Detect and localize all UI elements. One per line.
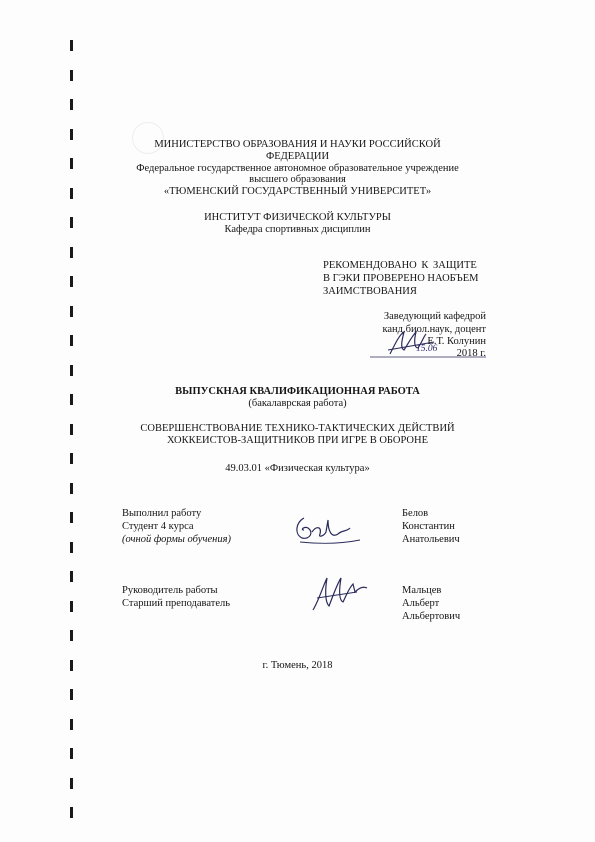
approval-name: Е.Т. Колунин — [427, 336, 486, 347]
binding-hole — [70, 689, 73, 700]
binding-hole — [70, 483, 73, 494]
binding-hole — [70, 99, 73, 110]
binding-hole — [70, 306, 73, 317]
student-label-3: (очной формы обучения) — [122, 534, 231, 545]
recommendation-line-3: ЗАИМСТВОВАНИЯ — [323, 286, 417, 297]
ministry-line-4: высшего образования — [249, 174, 346, 185]
ministry-line-1: МИНИСТЕРСТВО ОБРАЗОВАНИЯ И НАУКИ РОССИЙСКОЙ — [154, 139, 441, 150]
binding-hole — [70, 542, 73, 553]
work-subtype: (бакалаврская работа) — [248, 398, 347, 409]
recommendation-line-2: В ГЭКИ ПРОВЕРЕНО НАОБЪЕМ — [323, 273, 479, 284]
student-signature — [290, 510, 370, 548]
handwritten-date: 15.06 — [416, 344, 438, 354]
student-label-2: Студент 4 курса — [122, 521, 194, 532]
binding-hole — [70, 571, 73, 582]
recommendation-line-1: РЕКОМЕНДОВАНО К ЗАЩИТЕ — [323, 260, 477, 271]
work-title-line-2: ХОККЕИСТОВ-ЗАЩИТНИКОВ ПРИ ИГРЕ В ОБОРОНЕ — [166, 435, 428, 446]
student-patronymic: Анатольевич — [402, 534, 460, 545]
head-of-department-signature — [360, 320, 520, 362]
university-name: «ТЮМЕНСКИЙ ГОСУДАРСТВЕННЫЙ УНИВЕРСИТЕТ» — [163, 186, 432, 197]
approval-line-2: канд.биол.наук, доцент — [382, 324, 486, 335]
city-year: г. Тюмень, 2018 — [262, 660, 333, 671]
binding-hole — [70, 601, 73, 612]
binding-hole — [70, 512, 73, 523]
supervisor-signature — [305, 572, 375, 616]
binding-hole — [70, 40, 73, 51]
ministry-line-2: ФЕДЕРАЦИИ — [265, 151, 330, 162]
supervisor-name: Альберт — [402, 598, 440, 609]
work-title-line-1: СОВЕРШЕНСТВОВАНИЕ ТЕХНИКО-ТАКТИЧЕСКИХ ДЕЙСТВИЙ — [140, 423, 455, 434]
binding-hole — [70, 335, 73, 346]
supervisor-label-2: Старший преподаватель — [122, 598, 231, 609]
binding-hole — [70, 276, 73, 287]
binding-hole — [70, 247, 73, 258]
work-type: ВЫПУСКНАЯ КВАЛИФИКАЦИОННАЯ РАБОТА — [175, 386, 420, 397]
binding-hole — [70, 719, 73, 730]
student-surname: Белов — [402, 508, 429, 519]
binding-hole — [70, 70, 73, 81]
department-name: Кафедра спортивных дисциплин — [224, 224, 371, 235]
approval-year: 2018 г. — [456, 348, 486, 359]
binding-hole — [70, 778, 73, 789]
binding-hole — [70, 748, 73, 759]
supervisor-surname: Мальцев — [402, 585, 442, 596]
specialty: 49.03.01 «Физическая культура» — [225, 463, 370, 474]
binding-hole — [70, 807, 73, 818]
student-name: Константин — [402, 521, 455, 532]
student-label-1: Выполнил работу — [122, 508, 202, 519]
binding-hole — [70, 365, 73, 376]
ministry-line-3: Федеральное государственное автономное образовательное учреждение — [136, 163, 459, 174]
approval-line-1: Заведующий кафедрой — [383, 311, 486, 322]
supervisor-patronymic: Альбертович — [402, 611, 461, 622]
binding-hole — [70, 630, 73, 641]
institute-name: ИНСТИТУТ ФИЗИЧЕСКОЙ КУЛЬТУРЫ — [204, 212, 391, 223]
supervisor-label-1: Руководитель работы — [122, 585, 218, 596]
